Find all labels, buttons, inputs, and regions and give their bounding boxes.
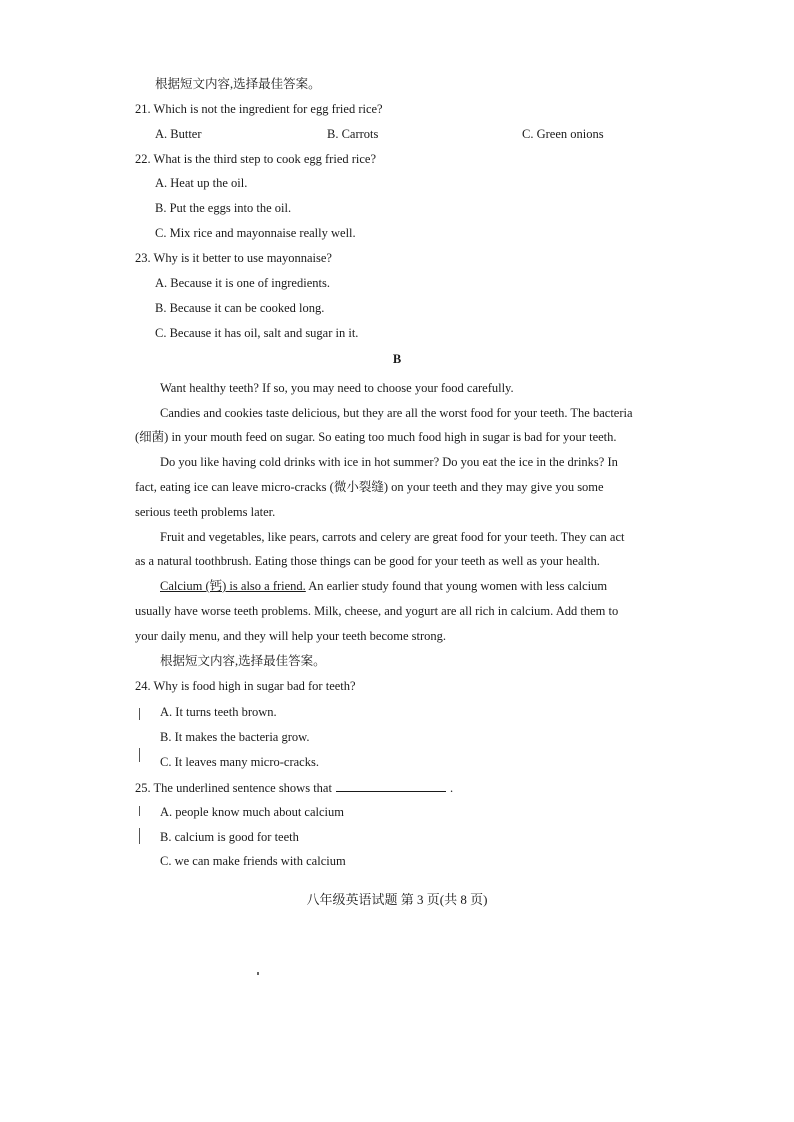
q24-option-c: C. It leaves many micro-cracks. xyxy=(160,755,319,769)
passage-line-3: (细菌) in your mouth feed on sugar. So eating too much food high in sugar is bad for your teeth. xyxy=(135,430,617,444)
section-b-instruction: 根据短文内容,选择最佳答案。 xyxy=(160,654,326,668)
scan-dot xyxy=(257,972,259,975)
question-22: 22. What is the third step to cook egg fried rice? xyxy=(135,152,377,166)
q22-option-b: B. Put the eggs into the oil. xyxy=(155,201,292,215)
q25-prefix: 25. The underlined sentence shows that xyxy=(135,781,332,795)
q25-option-b: B. calcium is good for teeth xyxy=(160,830,299,844)
q23-option-b: B. Because it can be cooked long. xyxy=(155,301,325,315)
passage-line-1: Want healthy teeth? If so, you may need to choose your food carefully. xyxy=(160,381,514,395)
passage-line-9 xyxy=(160,578,607,594)
passage-line-9-rest: An earlier study found that young women with less calcium xyxy=(305,579,608,593)
q25-suffix: . xyxy=(449,781,454,795)
passage-line-11: your daily menu, and they will help your teeth become strong. xyxy=(135,629,447,643)
q22-option-a: A. Heat up the oil. xyxy=(155,176,248,190)
q23-option-a: A. Because it is one of ingredients. xyxy=(155,276,330,290)
q21-option-b: B. Carrots xyxy=(327,127,379,141)
scan-mark xyxy=(139,828,140,844)
q24-option-b: B. It makes the bacteria grow. xyxy=(160,730,310,744)
passage-line-10: usually have worse teeth problems. Milk, cheese, and yogurt are all rich in calcium. Add them to xyxy=(135,604,619,618)
passage-line-8: as a natural toothbrush. Eating those things can be good for your teeth as well as your health. xyxy=(135,554,600,568)
underlined-sentence: Calcium (钙) is also a friend. xyxy=(160,579,306,593)
section-b-heading: B xyxy=(392,352,402,366)
passage-line-7: Fruit and vegetables, like pears, carrots and celery are great food for your teeth. They can act xyxy=(160,530,625,544)
section-a-instruction: 根据短文内容,选择最佳答案。 xyxy=(155,77,321,91)
scan-mark xyxy=(139,708,140,720)
q21-option-c: C. Green onions xyxy=(522,127,604,141)
q25-answer-blank xyxy=(336,779,446,792)
question-25 xyxy=(135,779,453,796)
q22-option-c: C. Mix rice and mayonnaise really well. xyxy=(155,226,356,240)
question-21: 21. Which is not the ingredient for egg fried rice? xyxy=(135,102,383,116)
scan-mark xyxy=(139,748,140,762)
passage-line-4: Do you like having cold drinks with ice in hot summer? Do you eat the ice in the drinks? In xyxy=(160,455,618,469)
passage-line-5: fact, eating ice can leave micro-cracks (微小裂缝) on your teeth and they may give you some xyxy=(135,480,604,494)
q23-option-c: C. Because it has oil, salt and sugar in it. xyxy=(155,326,359,340)
question-24: 24. Why is food high in sugar bad for teeth? xyxy=(135,679,356,693)
scan-mark xyxy=(139,806,140,816)
q24-option-a: A. It turns teeth brown. xyxy=(160,705,277,719)
q21-option-a: A. Butter xyxy=(155,127,202,141)
q25-option-c: C. we can make friends with calcium xyxy=(160,854,346,868)
question-23: 23. Why is it better to use mayonnaise? xyxy=(135,251,332,265)
q25-option-a: A. people know much about calcium xyxy=(160,805,344,819)
page-footer: 八年级英语试题 第 3 页(共 8 页) xyxy=(306,892,488,907)
passage-line-6: serious teeth problems later. xyxy=(135,505,276,519)
passage-line-2: Candies and cookies taste delicious, but they are all the worst food for your teeth. The bacteria xyxy=(160,406,633,420)
